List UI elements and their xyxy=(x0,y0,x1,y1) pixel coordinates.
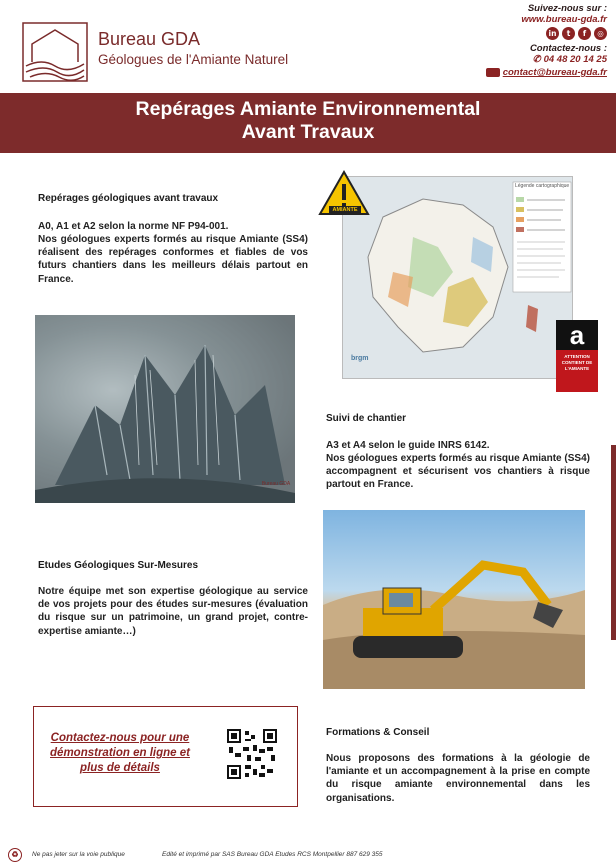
excavator-photo xyxy=(323,510,585,689)
facebook-icon[interactable]: f xyxy=(578,27,591,40)
rock-watermark xyxy=(261,481,291,499)
suivi-text: Nos géologues experts formés au risque Amiante (SS4) accompagnent et sécurisent vos chantiers à risque partout en France. xyxy=(326,453,590,491)
footer-legal: Edité et imprimé par SAS Bureau GDA Etudes RCS Montpellier 887 629 355 xyxy=(162,851,383,858)
section-title-suivi: Suivi de chantier xyxy=(326,413,407,424)
social-icons xyxy=(437,27,607,40)
linkedin-icon[interactable]: in xyxy=(546,27,559,40)
contact-label: Contactez-nous : xyxy=(529,43,607,54)
brand-tagline: Géologues de l'Amiante Naturel xyxy=(98,52,289,67)
section-title-etudes: Etudes Géologiques Sur-Mesures xyxy=(38,560,199,571)
reperages-text: Nos géologues experts formés au risque Amiante (SS4) réalisent des repérages conformes et fiables de vos futurs chantiers dans les meilleurs délais partout en France. xyxy=(38,234,308,285)
etudes-text: Notre équipe met son expertise géologique au service de vos projets pour des études sur-mesures (évaluation du risque sur un patrimoine, un grand projet, contre-expertise amiante…) xyxy=(38,586,308,637)
excavator-graphic xyxy=(323,510,585,689)
asbestos-label-text: ATTENTION CONTIENT DE L'AMIANTE xyxy=(561,354,593,371)
brand-name: Bureau GDA xyxy=(98,29,201,49)
section-title-formations: Formations & Conseil xyxy=(326,727,430,738)
phone-number[interactable]: 04 48 20 14 25 xyxy=(543,54,607,65)
contact-block xyxy=(437,3,607,78)
suivi-standard: A3 et A4 selon le guide INRS 6142. xyxy=(326,440,490,451)
instagram-icon[interactable]: ◎ xyxy=(594,27,607,40)
map-legend-title: Légende cartographique xyxy=(515,183,570,189)
header xyxy=(0,0,616,92)
phone-row[interactable] xyxy=(437,54,607,65)
banner-title-line1: Repérages Amiante Environnemental xyxy=(135,98,481,120)
asbestos-warning-sign xyxy=(318,170,370,218)
footer-note: Ne pas jeter sur la voie publique xyxy=(32,851,125,858)
title-banner xyxy=(0,93,616,153)
email-link[interactable]: contact@bureau-gda.fr xyxy=(502,67,607,78)
mail-icon xyxy=(486,68,500,77)
qr-code[interactable] xyxy=(227,729,277,779)
footer xyxy=(0,846,616,866)
banner-title-line2: Avant Travaux xyxy=(241,121,375,143)
rock-watermark-text: Bureau GDA xyxy=(261,481,291,487)
warning-label: AMIANTE xyxy=(329,206,361,214)
asbestos-rock-photo xyxy=(35,315,295,503)
cta-text[interactable]: Contactez-nous pour une démonstration en ligne et plus de détails xyxy=(50,732,190,774)
reperages-standard: A0, A1 et A2 selon la norme NF P94-001. xyxy=(38,221,229,232)
recycle-icon: ♻ xyxy=(8,848,22,862)
follow-label: Suivez-nous sur : xyxy=(527,3,607,14)
brgm-logo: brgm xyxy=(351,355,369,362)
rock-graphic xyxy=(35,315,295,503)
bureau-gda-logo xyxy=(22,22,88,82)
twitter-icon[interactable]: t xyxy=(562,27,575,40)
website-link[interactable]: www.bureau-gda.fr xyxy=(521,14,607,25)
contact-cta-box[interactable] xyxy=(33,706,298,807)
asbestos-a-label xyxy=(556,320,598,392)
side-accent-bar xyxy=(611,445,616,640)
email-row[interactable] xyxy=(437,67,607,78)
phone-icon: ✆ xyxy=(532,54,541,65)
france-asbestos-map xyxy=(342,176,573,379)
map-graphic xyxy=(343,177,573,379)
formations-text: Nous proposons des formations à la géologie de l'amiante et un accompagnement à la prise en compte du risque amiante environnemental dans les organisations. xyxy=(326,753,590,804)
asbestos-a-letter: a xyxy=(556,320,598,350)
section-title-reperages: Repérages géologiques avant travaux xyxy=(38,193,219,204)
